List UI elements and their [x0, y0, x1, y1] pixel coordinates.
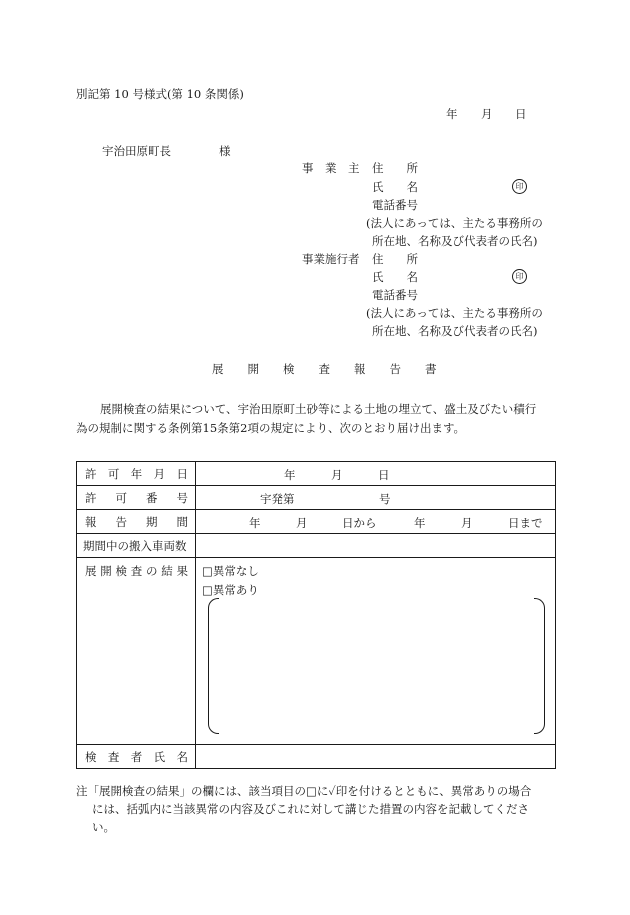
footnote-line-2: には、括弧内に当該異常の内容及びこれに対して講じた措置の内容を記載してくださ	[92, 802, 529, 816]
date-year-label: 年	[446, 107, 458, 121]
row-report-period	[77, 510, 556, 534]
footnote-line-3: い。	[92, 820, 115, 834]
vehicles-label: 期間中の搬入車両数	[77, 534, 196, 558]
contractor-phone-label: 電話番号	[372, 288, 418, 302]
owner-name-label: 氏 名	[372, 180, 418, 194]
row-inspector	[77, 745, 556, 769]
footnote-line-1: 注「展開検査の結果」の欄には、該当項目の□に✓印を付けるとともに、異常ありの場合	[76, 784, 532, 798]
date-month-label: 月	[481, 107, 493, 121]
permit-date-label: 許 可 年 月 日	[77, 462, 196, 486]
report-table	[76, 461, 556, 769]
inspector-name-field[interactable]	[196, 745, 556, 769]
report-period-label: 報 告 期 間	[77, 510, 196, 534]
document-title: 展 開 検 査 報 告 書	[212, 362, 437, 376]
owner-note-line1: (法人にあっては、主たる事務所の	[366, 216, 543, 230]
contractor-note-line1: (法人にあっては、主たる事務所の	[366, 306, 543, 320]
row-permit-date	[77, 462, 556, 486]
inspector-name-label: 検 査 者 氏 名	[77, 745, 196, 769]
permit-date-field[interactable]: 年 月 日	[196, 462, 556, 486]
owner-seal-icon: 印	[512, 178, 527, 194]
date-day-label: 日	[515, 107, 527, 121]
checkbox-no-abnormality[interactable]: □異常なし	[202, 564, 259, 578]
form-number: 別記第 10 号様式(第 10 条関係)	[76, 87, 244, 101]
owner-note-line2: 所在地、名称及び代表者の氏名)	[372, 234, 538, 248]
row-permit-number	[77, 486, 556, 510]
bracket-right	[534, 598, 545, 734]
contractor-note-line2: 所在地、名称及び代表者の氏名)	[372, 324, 538, 338]
inspection-result-label: 展 開 検 査 の 結 果	[77, 558, 196, 745]
inspection-result-field	[196, 558, 556, 745]
owner-phone-label: 電話番号	[372, 198, 418, 212]
honorific: 様	[219, 144, 231, 158]
owner-role-label: 事 業 主	[302, 161, 360, 175]
contractor-name-label: 氏 名	[372, 270, 418, 284]
checkbox-abnormality[interactable]: □異常あり	[202, 583, 259, 597]
footnote	[76, 782, 556, 836]
addressee: 宇治田原町長	[102, 144, 171, 158]
owner-address-label: 住 所	[372, 161, 418, 175]
row-vehicles	[77, 534, 556, 558]
contractor-seal-icon: 印	[512, 268, 527, 284]
permit-number-label: 許 可 番 号	[77, 486, 196, 510]
contractor-address-label: 住 所	[372, 252, 418, 266]
body-line-1: 展開検査の結果について、宇治田原町土砂等による土地の埋立て、盛土及びたい積行	[100, 402, 537, 416]
abnormality-details-input[interactable]	[220, 600, 530, 730]
body-line-2: 為の規制に関する条例第15条第2項の規定により、次のとおり届け出ます。	[76, 421, 466, 435]
vehicles-field[interactable]	[196, 534, 556, 558]
bracket-left	[208, 598, 219, 734]
row-inspection-result	[77, 558, 556, 745]
permit-number-field[interactable]: 宇発第 号	[196, 486, 556, 510]
contractor-role-label: 事業施行者	[302, 252, 360, 266]
report-period-field[interactable]: 年 月 日から 年 月 日まで	[196, 510, 556, 534]
